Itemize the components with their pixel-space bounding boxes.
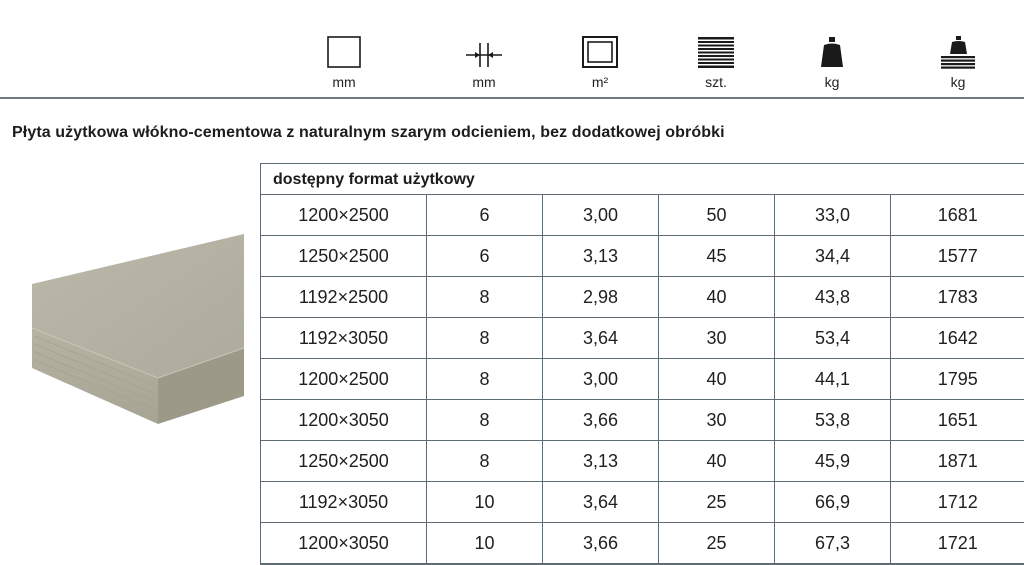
cell-pallet-weight: 1642 <box>891 318 1024 359</box>
header-unit: m² <box>542 74 658 90</box>
header-col-area <box>542 0 658 97</box>
cell-format: 1192×3050 <box>261 318 427 359</box>
cell-format: 1200×2500 <box>261 195 427 236</box>
cell-pallet-weight: 1795 <box>891 359 1024 400</box>
cell-pieces: 40 <box>659 359 775 400</box>
board-product-image <box>20 228 244 438</box>
cell-thickness: 8 <box>427 318 543 359</box>
cell-pallet-weight: 1721 <box>891 523 1024 565</box>
cell-format: 1192×2500 <box>261 277 427 318</box>
cell-area: 3,64 <box>543 482 659 523</box>
cell-format: 1200×3050 <box>261 400 427 441</box>
stack-pieces-icon <box>696 35 736 69</box>
cell-weight: 67,3 <box>775 523 891 565</box>
format-table <box>260 163 1024 565</box>
header-unit: kg <box>900 74 1016 90</box>
area-frame-icon <box>580 35 620 69</box>
table-row <box>261 236 1024 277</box>
table-row <box>261 482 1024 523</box>
cell-pallet-weight: 1681 <box>891 195 1024 236</box>
table-row <box>261 195 1024 236</box>
header-unit: kg <box>774 74 890 90</box>
cell-area: 3,00 <box>543 359 659 400</box>
header-unit: szt. <box>658 74 774 90</box>
header-unit: mm <box>426 74 542 90</box>
header-divider <box>0 97 1024 99</box>
cell-thickness: 6 <box>427 195 543 236</box>
table-row <box>261 400 1024 441</box>
data-table <box>260 194 1024 565</box>
cell-thickness: 6 <box>427 236 543 277</box>
cell-area: 3,66 <box>543 523 659 565</box>
cell-pieces: 40 <box>659 441 775 482</box>
cell-thickness: 8 <box>427 277 543 318</box>
table-row <box>261 441 1024 482</box>
cell-area: 3,00 <box>543 195 659 236</box>
cell-pallet-weight: 1651 <box>891 400 1024 441</box>
header-icons-bar <box>0 0 1024 97</box>
cell-pieces: 45 <box>659 236 775 277</box>
table-subheading: dostępny format użytkowy <box>260 163 1024 194</box>
cell-format: 1200×2500 <box>261 359 427 400</box>
cell-pieces: 50 <box>659 195 775 236</box>
cell-area: 3,64 <box>543 318 659 359</box>
header-col-pieces <box>658 0 774 97</box>
format-square-icon <box>324 35 364 69</box>
cell-thickness: 8 <box>427 441 543 482</box>
header-unit: mm <box>286 74 402 90</box>
cell-pieces: 40 <box>659 277 775 318</box>
table-row <box>261 359 1024 400</box>
cell-pieces: 25 <box>659 482 775 523</box>
cell-area: 3,13 <box>543 441 659 482</box>
cell-weight: 66,9 <box>775 482 891 523</box>
cell-area: 3,13 <box>543 236 659 277</box>
cell-weight: 53,8 <box>775 400 891 441</box>
cell-format: 1250×2500 <box>261 236 427 277</box>
cell-weight: 44,1 <box>775 359 891 400</box>
cell-pallet-weight: 1783 <box>891 277 1024 318</box>
header-col-weight <box>774 0 890 97</box>
table-row <box>261 523 1024 565</box>
cell-area: 3,66 <box>543 400 659 441</box>
cell-pallet-weight: 1871 <box>891 441 1024 482</box>
cell-pieces: 25 <box>659 523 775 565</box>
cell-area: 2,98 <box>543 277 659 318</box>
cell-pieces: 30 <box>659 318 775 359</box>
cell-weight: 43,8 <box>775 277 891 318</box>
cell-pallet-weight: 1712 <box>891 482 1024 523</box>
cell-format: 1200×3050 <box>261 523 427 565</box>
cell-pieces: 30 <box>659 400 775 441</box>
thickness-icon <box>464 35 504 69</box>
weight-icon <box>812 35 852 69</box>
pallet-weight-icon <box>938 35 978 69</box>
header-col-thickness <box>426 0 542 97</box>
header-col-format <box>286 0 402 97</box>
cell-weight: 45,9 <box>775 441 891 482</box>
cell-format: 1192×3050 <box>261 482 427 523</box>
cell-weight: 34,4 <box>775 236 891 277</box>
cell-pallet-weight: 1577 <box>891 236 1024 277</box>
cell-weight: 53,4 <box>775 318 891 359</box>
table-row <box>261 318 1024 359</box>
cell-format: 1250×2500 <box>261 441 427 482</box>
cell-thickness: 8 <box>427 359 543 400</box>
product-title: Płyta użytkowa włókno-cementowa z naturalnym szarym odcieniem, bez dodatkowej obróbki <box>12 124 725 142</box>
cell-thickness: 8 <box>427 400 543 441</box>
cell-weight: 33,0 <box>775 195 891 236</box>
cell-thickness: 10 <box>427 482 543 523</box>
header-col-pallet-weight <box>900 0 1016 97</box>
table-row <box>261 277 1024 318</box>
cell-thickness: 10 <box>427 523 543 565</box>
